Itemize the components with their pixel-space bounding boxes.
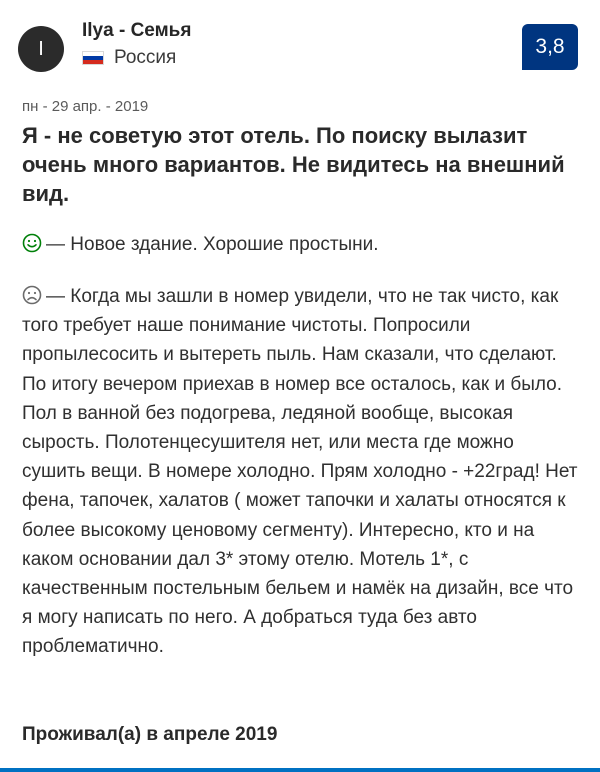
positive-prefix: — [46, 234, 71, 255]
negative-comment [22, 282, 582, 662]
negative-prefix: — [46, 286, 71, 307]
positive-text: Новое здание. Хорошие простыни. [70, 234, 379, 255]
positive-comment [22, 232, 582, 258]
smiling-face-icon [22, 233, 42, 253]
russia-flag-icon [82, 51, 104, 65]
negative-text: Когда мы зашли в номер увидели, что не так чисто, как того требует наше понимание чистоты. Попросили пропылесосить и вытереть пыль. Нам сказали, что сделают. По итогу вечером приехав в номер все осталось, как и было. Пол в ванной без подогрева, ледяной вообще, высокая сырость. Полотенцесушителя нет, или места где можно сушить вещи. В номере холодно. Прям холодно - +22град! Нет фена, тапочек, халатов ( может тапочки и халаты относятся к более высокому ценовому сегменту). Интересно, кто и на каком основании дал 3* этому отелю. Мотель 1*, с качественным постельным бельем и намёк на дизайн, все что я могу написать по него. А добраться туда без авто проблематично. [22, 286, 578, 658]
score-badge: 3,8 [522, 24, 578, 70]
review-title: Я - не советую этот отель. По поиску вылазит очень много вариантов. Не видитесь на внешний вид. [22, 123, 565, 206]
reviewer-name: Ilya - Семья [82, 20, 192, 41]
country-label: Россия [114, 47, 177, 68]
accent-divider [0, 768, 600, 772]
frowning-face-icon [22, 285, 42, 305]
review-date: пн - 29 апр. - 2019 [22, 98, 149, 115]
stay-date: Проживал(а) в апреле 2019 [22, 724, 278, 745]
avatar [18, 26, 64, 72]
avatar-initial: I [38, 37, 44, 60]
reviewer-country [82, 47, 176, 69]
